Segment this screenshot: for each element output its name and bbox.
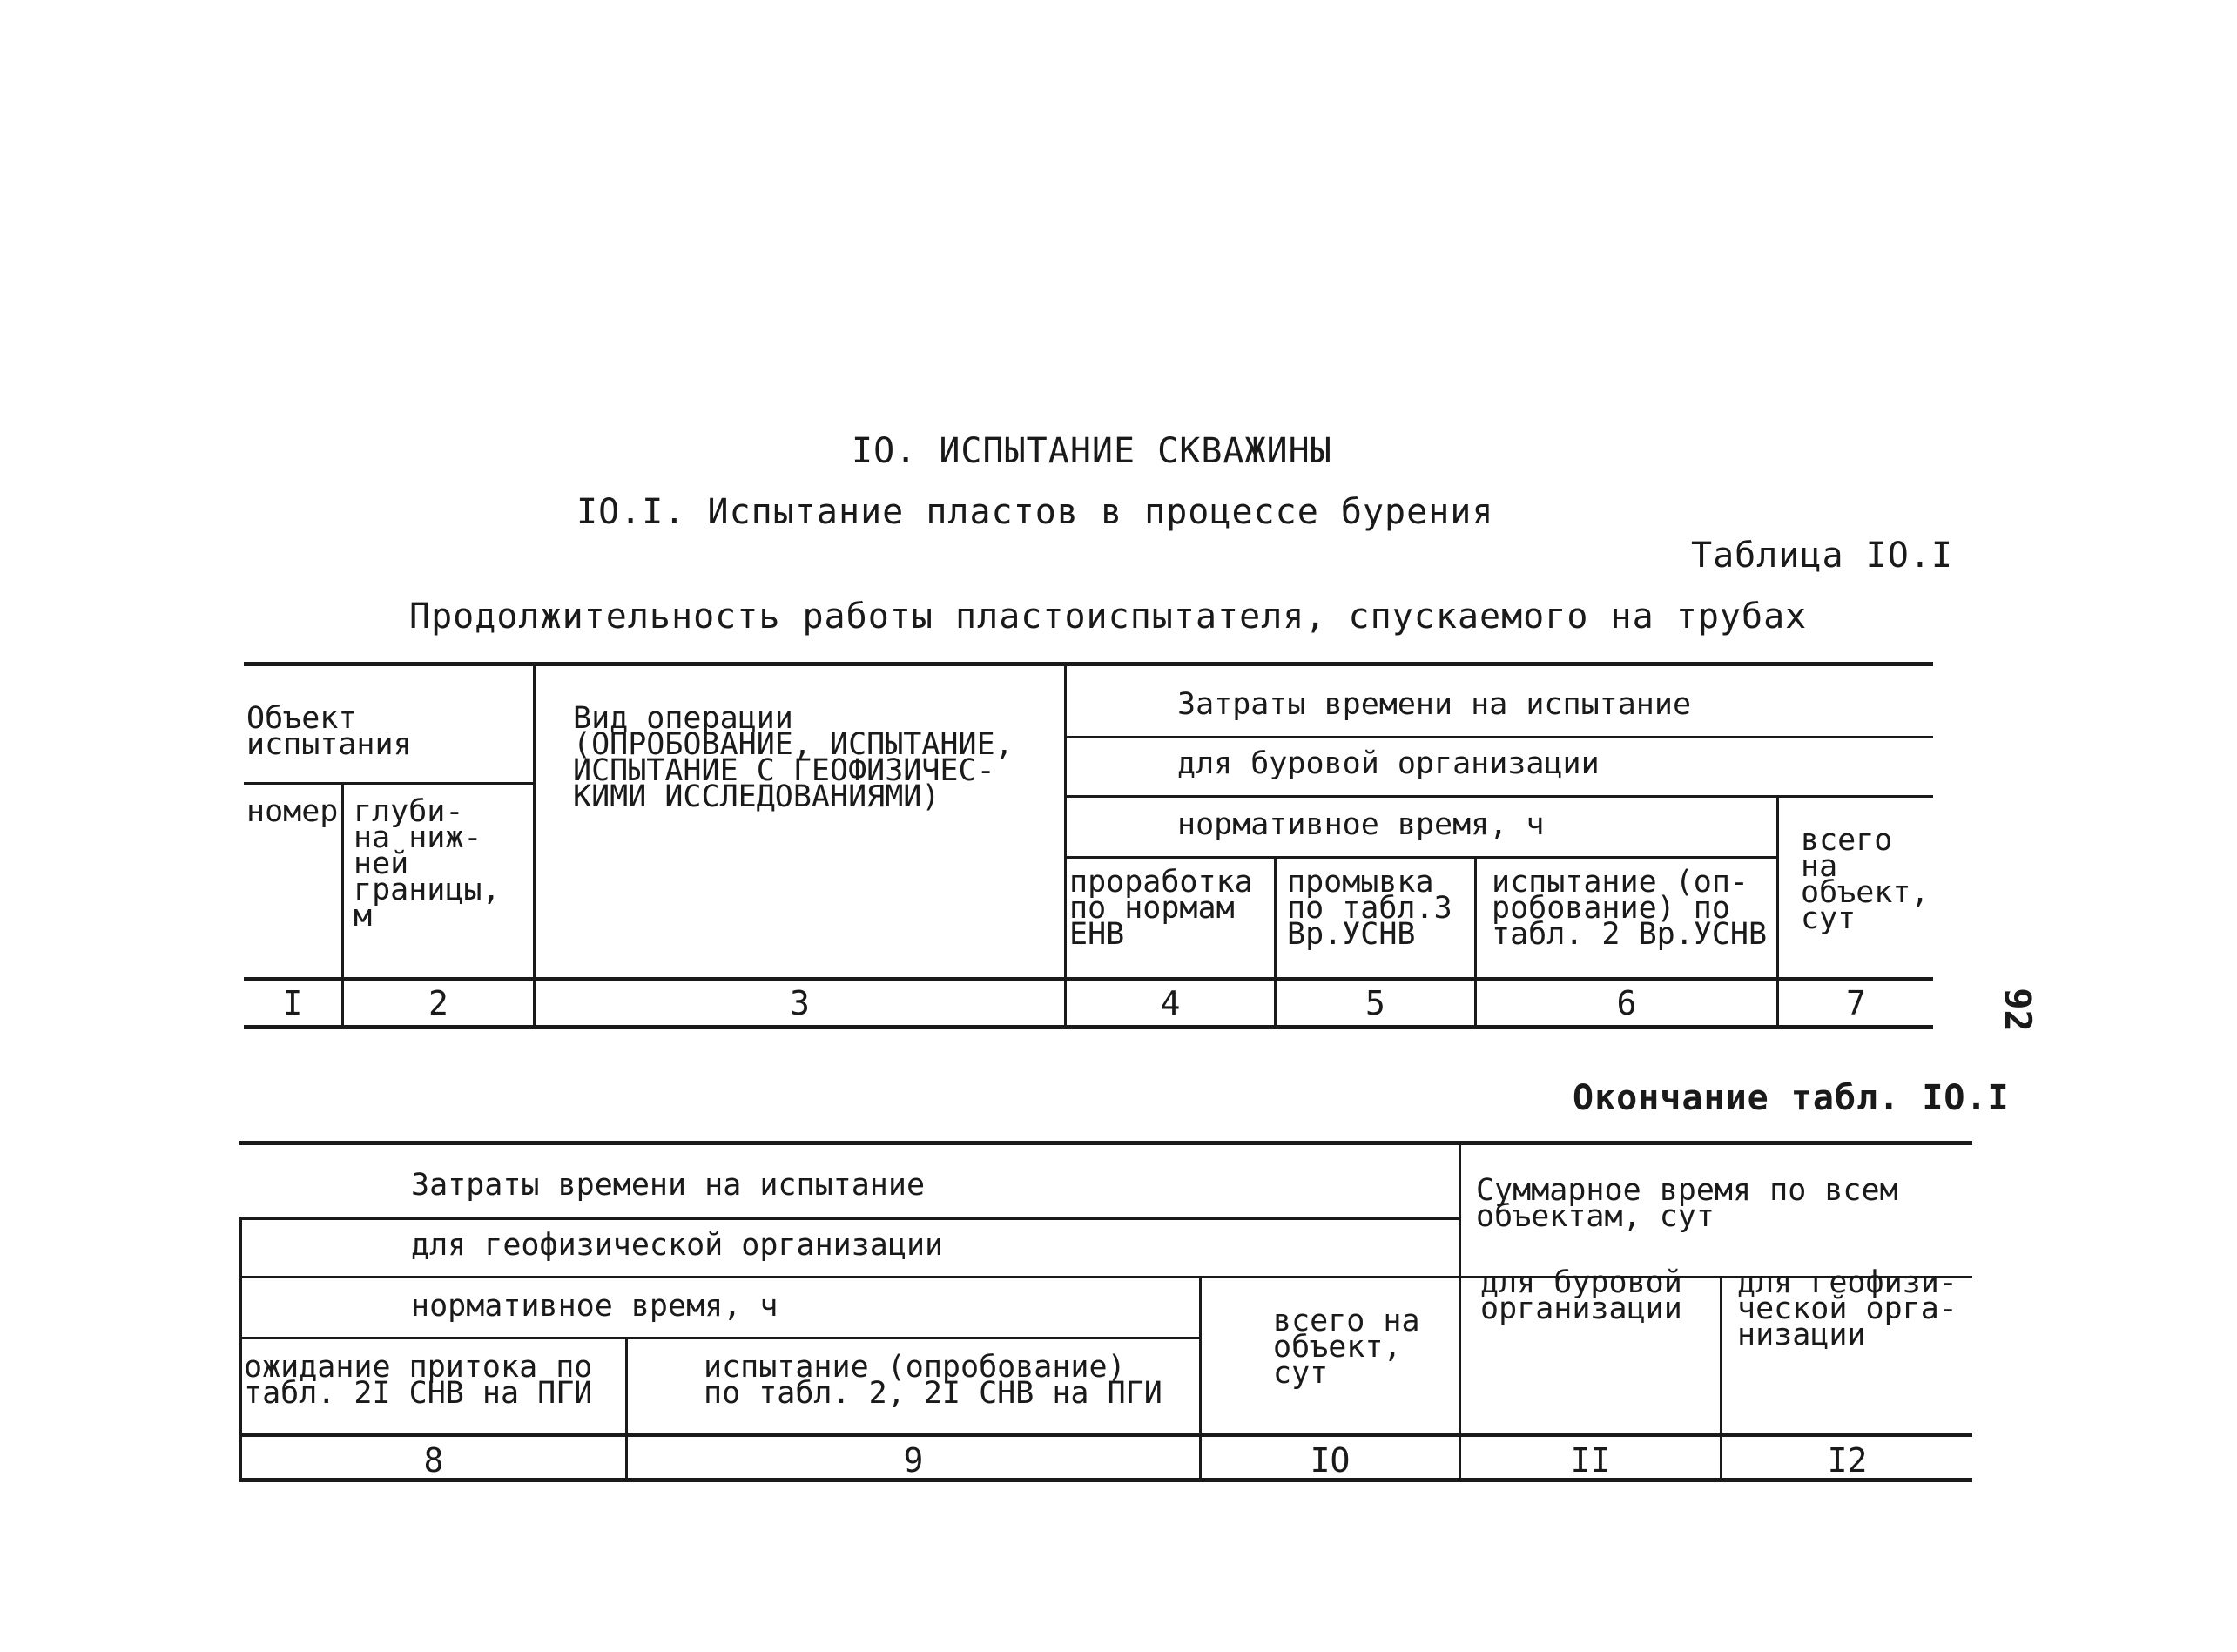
table-label: Таблица IO.I <box>1691 536 1953 576</box>
col11-header: для буровой организации <box>1480 1265 1682 1326</box>
column-number: 7 <box>1846 984 1866 1022</box>
col12-header: для геофизи- ческой орга- низации <box>1737 1265 1957 1352</box>
summary-header: Суммарное время по всем объектам, сут <box>1476 1173 1898 1234</box>
normative-time-header: нормативное время, ч <box>1177 807 1545 842</box>
drilling-org-header: для буровой организации <box>1177 746 1600 781</box>
column-number: 5 <box>1365 984 1385 1022</box>
object-header: Объект испытания <box>246 701 412 762</box>
operation-header: Вид операции (ОПРОБОВАНИЕ, ИСПЫТАНИЕ, ИСПЫТАНИЕ С ГЕОФИЗИЧЕС- КИМИ ИССЛЕДОВАНИЯМИ) <box>573 701 1014 814</box>
subsection-title: IO.I. Испытание пластов в процессе бурения <box>576 492 1494 532</box>
column-number: 3 <box>790 984 810 1022</box>
col8-header: ожидание притока по табл. 2I СНВ на ПГИ <box>244 1350 593 1411</box>
col4-header: проработка по нормам ЕНВ <box>1069 865 1253 952</box>
number-header: номер <box>246 794 339 829</box>
time-costs-header: Затраты времени на испытание <box>1177 687 1692 722</box>
column-number: 8 <box>423 1441 444 1480</box>
time-costs-header-2: Затраты времени на испытание <box>411 1168 926 1203</box>
column-number: 4 <box>1160 984 1181 1022</box>
total-header-2: всего на объект, сут <box>1273 1304 1420 1391</box>
total-header: всего на объект, сут <box>1801 823 1930 936</box>
column-number: 9 <box>903 1441 924 1480</box>
column-number: 2 <box>428 984 448 1022</box>
col5-header: промывка по табл.3 Вр.УСНВ <box>1287 865 1452 952</box>
depth-header: глуби- на ниж- ней границы, м <box>354 794 501 934</box>
table-caption: Продолжительность работы пластоиспытателя, спускаемого на трубах <box>409 597 1808 637</box>
column-number: IO <box>1310 1441 1351 1480</box>
continuation-label: Окончание табл. IO.I <box>1573 1078 2010 1118</box>
geophysical-org-header: для геофизической организации <box>411 1228 944 1263</box>
column-number: 6 <box>1616 984 1637 1022</box>
col6-header: испытание (оп- робование) по табл. 2 Вр.УСНВ <box>1492 865 1768 952</box>
column-number: II <box>1570 1441 1611 1480</box>
section-title: IO. ИСПЫТАНИЕ СКВАЖИНЫ <box>852 431 1332 471</box>
normative-time-header-2: нормативное время, ч <box>411 1289 778 1324</box>
column-number: I2 <box>1827 1441 1868 1480</box>
col9-header: испытание (опробование) по табл. 2, 2I СНВ на ПГИ <box>704 1350 1162 1411</box>
page-number: 92 <box>1996 988 2039 1032</box>
column-number: I <box>282 984 303 1022</box>
